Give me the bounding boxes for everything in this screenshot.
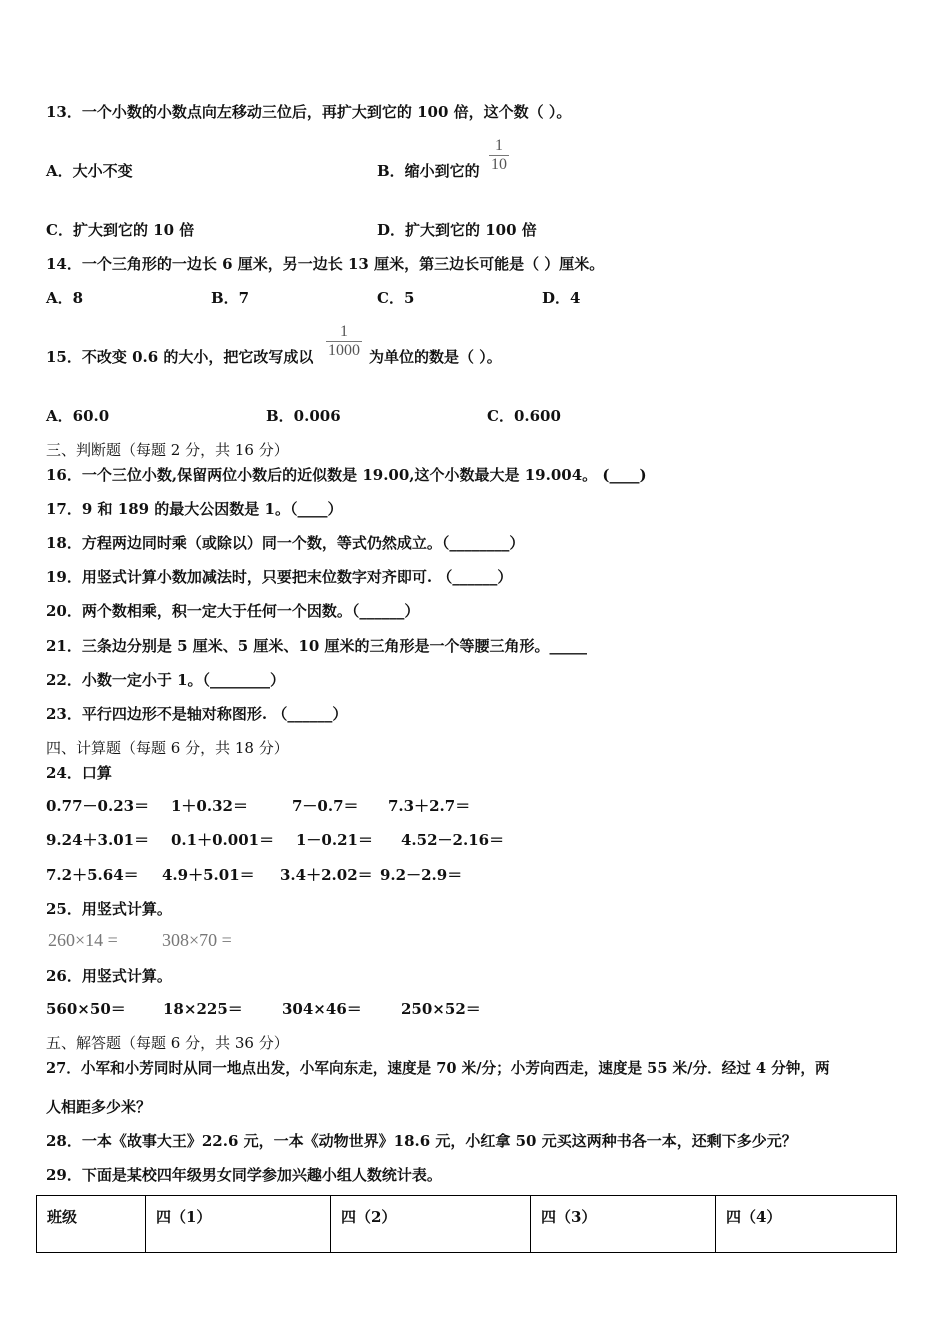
fraction-numerator: 1 — [340, 323, 348, 340]
table-header-cell: 四（2） — [331, 1196, 531, 1253]
interest-group-table — [36, 1195, 897, 1253]
q14-option-c: C．5 — [377, 289, 415, 307]
q14-option-a: A．8 — [46, 289, 84, 307]
q24-item: 0.77－0.23＝ — [46, 797, 150, 815]
q27-line-1: 27．小军和小芳同时从同一地点出发，小军向东走，速度是 70 米/分；小芳向西走，速度是 55 米/分．经过 4 分钟，两 — [46, 1060, 830, 1077]
q24-item: 1＋0.32＝ — [171, 797, 248, 815]
q24-item: 4.52－2.16＝ — [401, 831, 505, 849]
q29: 29．下面是某校四年级男女同学参加兴趣小组人数统计表。 — [46, 1166, 442, 1184]
q15-stem-pre: 15．不改变 0.6 的大小，把它改写成以 — [46, 348, 314, 366]
q24-item: 3.4＋2.02＝ — [280, 866, 373, 884]
fraction-numerator: 1 — [495, 137, 503, 154]
table-header-cell: 四（1） — [146, 1196, 331, 1253]
q13-stem: 13．一个小数的小数点向左移动三位后，再扩大到它的 100 倍，这个数（ ）。 — [46, 103, 572, 121]
q24-item: 4.9＋5.01＝ — [162, 866, 255, 884]
q15-stem-post: 为单位的数是（ ）。 — [369, 348, 502, 366]
q16: 16．一个三位小数,保留两位小数后的近似数是 19.00,这个小数最大是 19.004。 (____) — [46, 466, 647, 484]
q23: 23．平行四边形不是轴对称图形. （______） — [46, 705, 348, 723]
q26-item: 560×50＝ — [46, 1000, 126, 1018]
q26-item: 250×52＝ — [401, 1000, 481, 1018]
q14-stem: 14．一个三角形的一边长 6 厘米，另一边长 13 厘米，第三边长可能是（ ）厘米。 — [46, 255, 605, 273]
q24-item: 0.1＋0.001＝ — [171, 831, 275, 849]
q21: 21．三条边分别是 5 厘米、5 厘米、10 厘米的三角形是一个等腰三角形。_____ — [46, 637, 588, 655]
q13-option-d: D．扩大到它的 100 倍 — [377, 221, 537, 239]
fraction-denominator: 1000 — [328, 342, 360, 359]
section-4-heading: 四、计算题（每题 6 分，共 18 分） — [46, 739, 289, 757]
q24-item: 7－0.7＝ — [292, 797, 359, 815]
table-header-cell: 四（4） — [716, 1196, 897, 1253]
table-header-row — [37, 1196, 897, 1253]
q22: 22．小数一定小于 1。（________） — [46, 671, 286, 689]
q25-expression: 260×14 = — [48, 930, 118, 950]
q13-option-a: A．大小不变 — [46, 162, 133, 180]
q13-option-c: C．扩大到它的 10 倍 — [46, 221, 195, 239]
q25-title: 25．用竖式计算。 — [46, 900, 172, 918]
q24-item: 7.2＋5.64＝ — [46, 866, 139, 884]
section-5-heading: 五、解答题（每题 6 分，共 36 分） — [46, 1034, 289, 1052]
q27-line-2: 人相距多少米？ — [46, 1098, 152, 1116]
q14-option-d: D．4 — [542, 289, 581, 307]
q17: 17．9 和 189 的最大公因数是 1。（____） — [46, 500, 343, 518]
section-3-heading: 三、判断题（每题 2 分，共 16 分） — [46, 441, 289, 459]
q15-fraction — [326, 323, 362, 360]
q24-item: 7.3＋2.7＝ — [388, 797, 471, 815]
q20: 20．两个数相乘，积一定大于任何一个因数。（______） — [46, 602, 420, 620]
q28: 28．一本《故事大王》22.6 元，一本《动物世界》18.6 元，小红拿 50 元买这两种书各一本，还剩下多少元？ — [46, 1132, 797, 1150]
q26-item: 304×46＝ — [282, 1000, 362, 1018]
q24-item: 9.2－2.9＝ — [380, 866, 463, 884]
q13-fraction — [489, 137, 509, 174]
q19: 19．用竖式计算小数加减法时，只要把末位数字对齐即可. （______） — [46, 568, 513, 586]
q13-option-b: B．缩小到它的 — [377, 162, 480, 180]
fraction-denominator: 10 — [491, 156, 507, 173]
q24-item: 1－0.21＝ — [296, 831, 373, 849]
q14-option-b: B．7 — [211, 289, 250, 307]
q24-item: 9.24＋3.01＝ — [46, 831, 150, 849]
q18: 18．方程两边同时乘（或除以）同一个数，等式仍然成立。（________） — [46, 534, 525, 552]
q15-option-c: C．0.600 — [487, 407, 561, 425]
table-header-cell: 四（3） — [531, 1196, 716, 1253]
q26-item: 18×225＝ — [163, 1000, 243, 1018]
q25-expression: 308×70 = — [162, 930, 232, 950]
q15-option-b: B．0.006 — [266, 407, 341, 425]
q26-title: 26．用竖式计算。 — [46, 967, 172, 985]
q15-option-a: A．60.0 — [46, 407, 110, 425]
table-header-cell: 班级 — [37, 1196, 146, 1253]
q24-title: 24．口算 — [46, 764, 112, 782]
